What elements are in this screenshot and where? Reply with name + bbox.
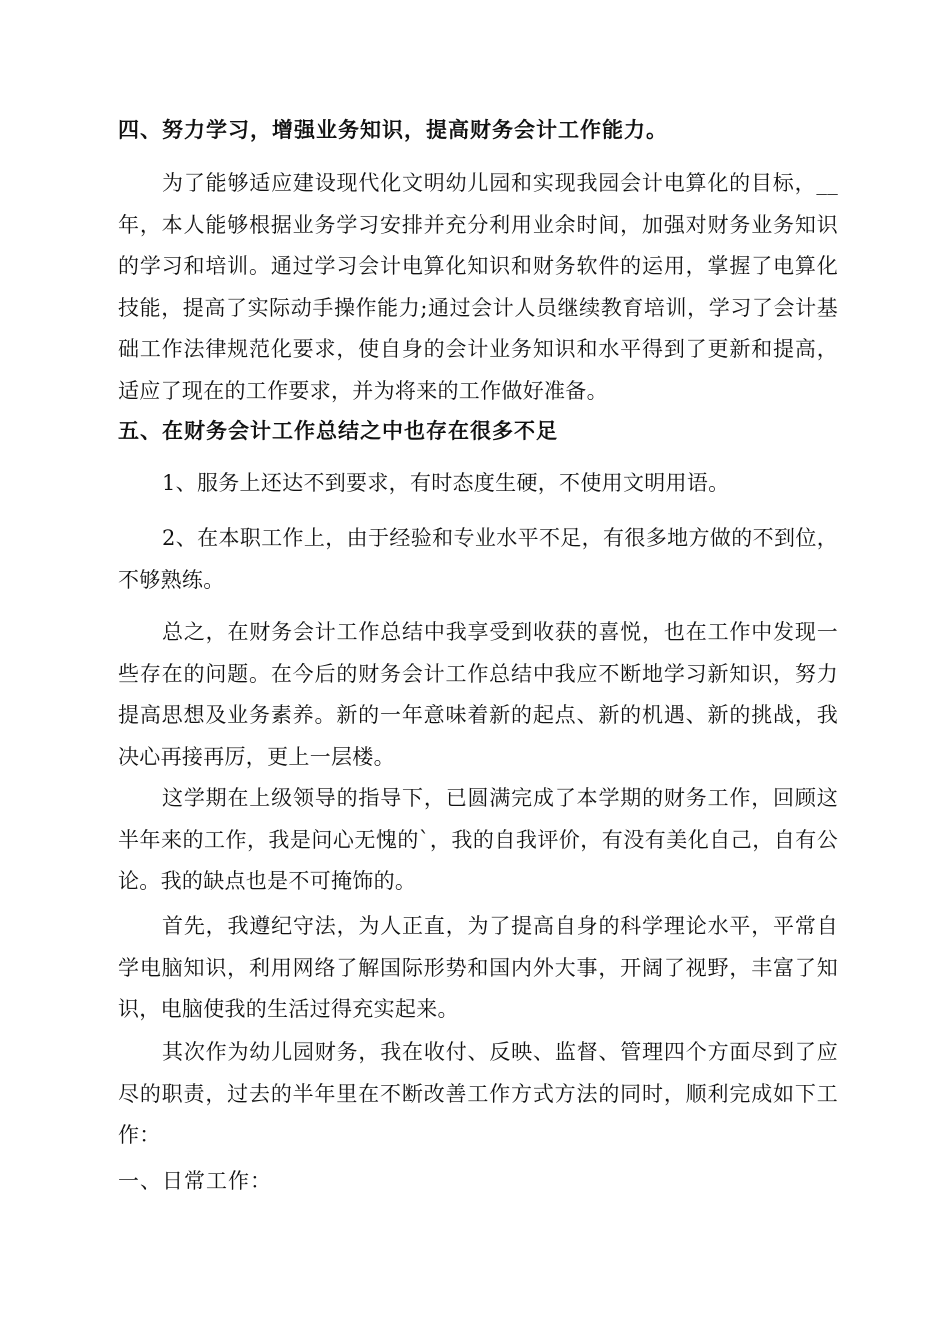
paragraph-second: 其次作为幼儿园财务，我在收付、反映、监督、管理四个方面尽到了应尽的职责，过去的半年里在不断改善工作方式方法的同时，顺利完成如下工作： (118, 1040, 838, 1147)
paragraph-shortcoming-2: 2、在本职工作上，由于经验和专业水平不足，有很多地方做的不到位，不够熟练。 (118, 526, 838, 592)
paragraph-shortcoming-1: 1、服务上还达不到要求，有时态度生硬，不使用文明用语。 (162, 471, 730, 495)
section-heading-5: 五、在财务会计工作总结之中也存在很多不足 (118, 419, 558, 443)
paragraph-semester-review: 这学期在上级领导的指导下，已圆满完成了本学期的财务工作，回顾这半年来的工作，我是问心无愧的`，我的自我评价，有没有美化自己，自有公论。我的缺点也是不可掩饰的。 (118, 786, 838, 893)
section-heading-4: 四、努力学习，增强业务知识，提高财务会计工作能力。 (118, 118, 668, 142)
section-heading-daily-work: 一、日常工作： (118, 1169, 272, 1193)
paragraph-first: 首先，我遵纪守法，为人正直，为了提高自身的科学理论水平，平常自学电脑知识，利用网络了解国际形势和国内外大事，开阔了视野，丰富了知识，电脑使我的生活过得充实起来。 (118, 914, 838, 1021)
paragraph-summary: 总之，在财务会计工作总结中我享受到收获的喜悦，也在工作中发现一些存在的问题。在今后的财务会计工作总结中我应不断地学习新知识，努力提高思想及业务素养。新的一年意味着新的起点、新的机遇、新的挑战，我决心再接再厉，更上一层楼。 (118, 620, 838, 769)
paragraph-study: 为了能够适应建设现代化文明幼儿园和实现我园会计电算化的目标，__年，本人能够根据业务学习安排并充分利用业余时间，加强对财务业务知识的学习和培训。通过学习会计电算化知识和财务软件的运用，掌握了电算化技能，提高了实际动手操作能力;通过会计人员继续教育培训，学习了会计基础工作法律规范化要求，使自身的会计业务知识和水平得到了更新和提高，适应了现在的工作要求，并为将来的工作做好准备。 (118, 171, 838, 403)
